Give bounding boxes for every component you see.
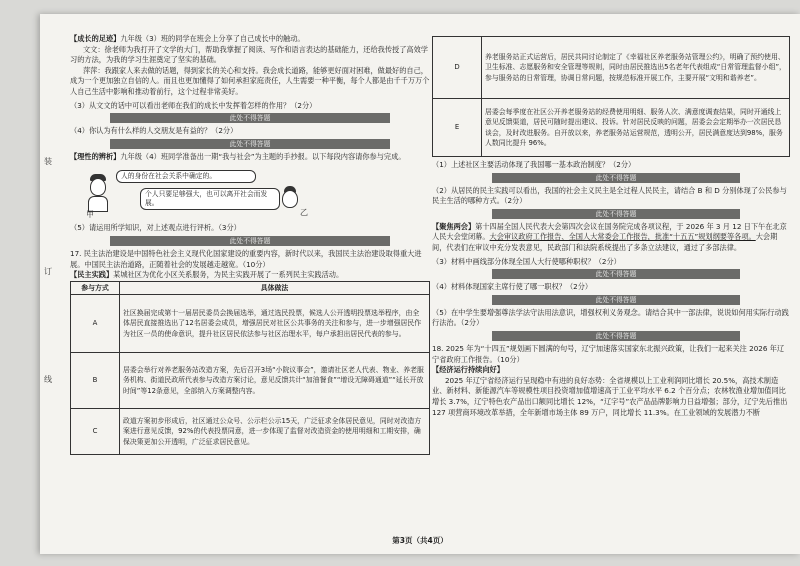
margin-mark-2: 订 xyxy=(44,267,52,276)
question-3: （3）材料中画线部分体现全国人大行使哪种职权？（2分） xyxy=(432,256,621,266)
margin-mark-3: 线 xyxy=(44,375,52,384)
table-header-row xyxy=(71,281,430,294)
question-2: （2）从居民的民主实践可以看出，我国的社会主义民主是全过程人民民主，请结合 B 和 D 分别体现了公民参与民主生活的哪种方式。（2分） xyxy=(432,185,787,206)
table-row xyxy=(433,37,790,99)
question-5: （5）请运用所学知识，对上述观点进行评析。（3分） xyxy=(70,223,241,233)
question-4: （4）你认为有什么样的人交朋友是有益的？（2分） xyxy=(70,126,238,136)
wenwen-paragraph: 文文：徐老师为我打开了文学的大门，帮助我掌握了阅读、写作和语言表达的基础能力，还给我传授了高效学习的方法，为我的学习生涯奠定了坚实的基础。 xyxy=(70,44,428,65)
pingping-paragraph: 萍萍：我跟家人来去做的话题，得到家长的关心和支持。我会成长道路，能够更好面对困难，做最好的自己，成为一个更加独立自信的人。而且也更加懂得了如何承担家庭责任，人生需要一种平衡，每个人都是由千千万万个人自己生活中影响和推动着前行，这个过程非常美好。 xyxy=(70,65,430,96)
row-label: A xyxy=(71,295,120,353)
growth-intro: 【成长的足迹】九年级（3）班的同学在班会上分享了自己成长中的触动。 xyxy=(70,34,305,43)
table-row xyxy=(71,295,430,353)
page-number: 第3页（共4页） xyxy=(392,536,448,545)
news-paragraph: 【聚焦两会】第十四届全国人民代表大会第四次会议在国务院完成各项议程，于 2026 年 3 月 12 日下午在北京人民大会堂闭幕。大会审议政府工作报告、全国人大常委会工作报告，批准“十五五”规划纲要等各项。大会期间，代表们在审议中充分发表意见，民政部门和法院系统提出了多条立法建议，通过了多部法律。 xyxy=(432,221,787,252)
row-text: 养老服务站正式运营后，居民共同讨论制定了《幸福社区养老服务站管理公约》，明确了预约使用、卫生标准、志愿服务和安全管理等规则，同时由居民推选出5名老年代表组成“日常管理监督小组”，参与服务站的日常管理，协调日常问题，按规范标准开展工作，主要开展“文明和谐养老”。 xyxy=(482,37,790,99)
row-label: C xyxy=(71,409,120,455)
question-5: （5）在中学生要增强尊法学法守法用法意识，增强权利义务观念。请结合其中一部法律，说说如何用实际行动践行法治。（2分） xyxy=(432,307,789,328)
no-answer-band: 此处不得答题 xyxy=(492,173,740,183)
row-label: B xyxy=(71,353,120,409)
speech-bubble-a: 人的身份在社会关系中确定的。 xyxy=(116,170,256,183)
participation-table-continued xyxy=(432,36,790,157)
economy-tag: 【经济运行持续向好】 xyxy=(432,365,504,375)
column-header: 参与方式 xyxy=(71,281,120,294)
underlined-text: 大会审议政府工作报告、全国人大常委会工作报告，批准“十五五”规划纲要等各项。 xyxy=(489,232,756,242)
question-17: 17. 民主法治建设是中国特色社会主义现代化国家建设的重要内容，新时代以来，我国民主法治建设取得重大进展。中国民主法治道路，正随着社会的发展越走越宽。（10分） xyxy=(70,248,422,269)
table-row xyxy=(71,409,430,455)
row-text: 政道方案初步形成后，社区通过公众号、公示栏公示15天，广泛征求全体居民意见，同时对改造方案进行意见反馈，92%的代表投票同意，进一步体现了监督对改造资金的使用明细和工期安排，确保决策更加公开透明，广泛征求居民意见。 xyxy=(120,409,430,455)
no-answer-band: 此处不得答题 xyxy=(110,113,390,123)
table-row xyxy=(71,353,430,409)
column-header: 具体做法 xyxy=(120,281,430,294)
dialogue-figure xyxy=(70,164,430,220)
row-text: 居委会每季度在社区公开养老服务站的经费使用明细、服务人次、满意度调查结果，同时开通线上意见反馈渠道，居民可随时提出建议、投诉。针对居民反映的问题，居委会会定期举办一次居民恳谈会，及时改进服务。自开放以来，养老服务站运营规范，透明公开，居民满意度达到98%，服务人数同比提升 96%。 xyxy=(482,99,790,157)
row-label: D xyxy=(433,37,482,99)
row-text: 社区换届完成第十一届居民委员会换届选举，通过选民投票，候选人公开透明投票选举程序，由全体居民直接推选出了12名居委会成员，增强居民对社区公共事务的关注和参与，进一步增强居民作为社区一员的使命意识，提升社区居民依法参与社区治理水平，每户承担出居民代表的参与。 xyxy=(120,295,430,353)
right-column xyxy=(432,36,790,418)
margin-mark-1: 装 xyxy=(44,157,52,166)
economy-paragraph: 2025 年辽宁省经济运行呈现稳中有进的良好态势：全省规模以上工业利润同比增长 20.5%，高技术制造业、新材料、新能源汽车等规模性项目投资增加值增速高于工业平均水平 6.2 个百分点；农林牧渔业增加值同比增长 3.7%，辽宁特色农产品出口额同比增长 12%，“辽字号”农产品品牌影响力日益增强；部分，辽宁先后推出 127 项营商环境改革举措，全年新增市场主体 89 万户，同比增长 11.3%。在工业领域的发展潜力不断 xyxy=(432,375,788,417)
person-a-label: 甲 xyxy=(86,210,94,220)
question-1: （1）上述社区主要活动体现了我国哪一基本政治制度？（2分） xyxy=(432,160,636,169)
question-3: （3）从文文的话中可以看出老师在我们的成长中发挥着怎样的作用？（2分） xyxy=(70,100,317,110)
no-answer-band: 此处不得答题 xyxy=(492,209,740,219)
row-label: E xyxy=(433,99,482,157)
no-answer-band: 此处不得答题 xyxy=(492,295,740,305)
no-answer-band: 此处不得答题 xyxy=(110,139,390,149)
speech-bubble-b: 个人只要足够强大，也可以离开社会而发展。 xyxy=(140,188,280,210)
row-text: 居委会举行对养老服务站改造方案，先后召开3场“小院议事会”，邀请社区老人代表、物业、养老服务机构、街道民政所代表参与改造方案讨论，意见反馈共计“加油餐食”“增设无障碍通道”“延长开放时间”等12条意见，全部纳入方案调整内容。 xyxy=(120,353,430,409)
person-b-face xyxy=(282,190,298,208)
no-answer-band: 此处不得答题 xyxy=(110,236,390,246)
person-b-label: 乙 xyxy=(300,208,308,218)
table-row xyxy=(433,99,790,157)
no-answer-band: 此处不得答题 xyxy=(492,269,740,279)
left-column xyxy=(70,34,430,455)
reason-intro: 【理性的辨析】九年级（4）班同学准备出一期“我与社会”为主题的手抄报。以下每段内容请你参与完成。 xyxy=(70,151,406,161)
no-answer-band: 此处不得答题 xyxy=(492,331,740,341)
question-18: 18. 2025 年为“十四五”规划画下圆满的句号，辽宁加速落实国家东北振兴政策，让我们一起来关注 2026 年辽宁省政府工作报告。（10分） xyxy=(432,343,785,364)
participation-table xyxy=(70,281,430,455)
person-a-face xyxy=(90,178,106,196)
question-4: （4）材料体现国家主席行使了哪一职权？（2分） xyxy=(432,282,593,292)
minzhu-intro: 【民主实践】某城社区为优化小区关系服务，为民主实践开展了一系列民主实践活动。 xyxy=(70,270,344,280)
exam-sheet xyxy=(40,14,800,554)
